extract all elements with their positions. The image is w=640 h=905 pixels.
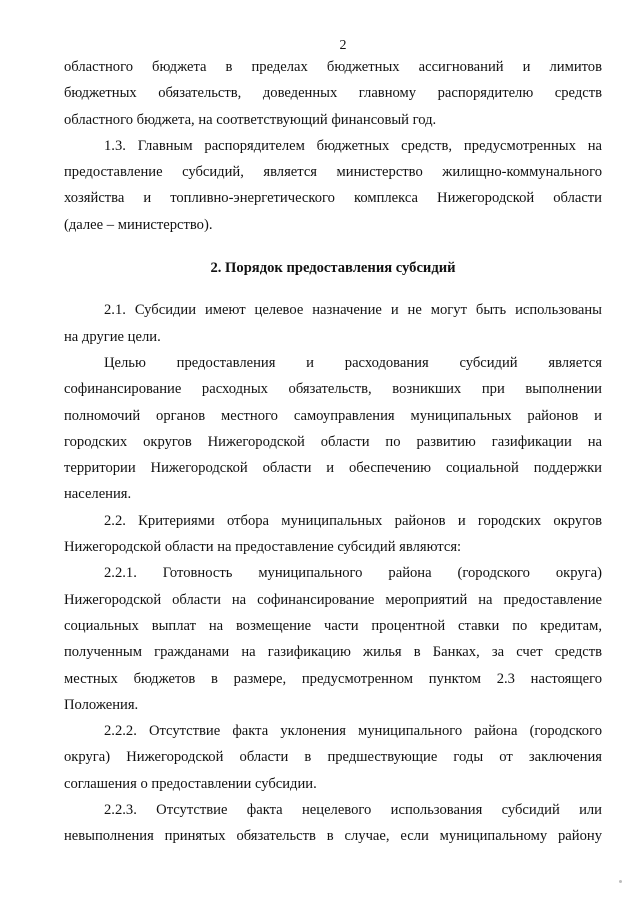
text-line: на другие цели. [64,328,161,345]
text-line: (далее – министерство). [64,216,213,233]
text-line: предоставление субсидий, является министерство жилищно-коммунального [64,164,602,181]
text-line: 2.2. Критериями отбора муниципальных районов и городских округов [104,512,602,529]
text-line: софинансирование расходных обязательств, возникших при выполнении [64,381,602,398]
text-line: невыполнения принятых обязательств в случае, если муниципальному району [64,828,602,845]
text-line: социальных выплат на возмещение части процентной ставки по кредитам, [64,617,602,634]
text-line: 1.3. Главным распорядителем бюджетных средств, предусмотренных на [104,137,602,154]
paragraph-1-2-continuation [64,54,602,133]
text-line: округа) Нижегородской области в предшествующие годы от заключения [64,749,602,766]
paragraph-purpose [64,350,602,508]
text-line: 2.2.1. Готовность муниципального района (городского округа) [104,565,602,582]
text-line: 2.1. Субсидии имеют целевое назначение и не могут быть использованы [104,302,602,319]
text-line: городских округов Нижегородской области по развитию газификации на [64,433,602,450]
text-line: соглашения о предоставлении субсидии. [64,775,317,792]
text-line: населения. [64,486,132,503]
text-line: хозяйства и топливно-энергетического комплекса Нижегородской области [64,190,602,207]
text-line: Нижегородской области на софинансирование мероприятий на предоставление [64,591,602,608]
text-line: бюджетных обязательств, доведенных главному распорядителю средств [64,85,602,102]
text-line: полученным гражданами на газификацию жилья в Банках, за счет средств [64,644,602,661]
text-line: Нижегородской области на предоставление субсидий являются: [64,539,462,556]
paragraph-2-2 [64,508,602,561]
text-line: областного бюджета, на соответствующий финансовый год. [64,111,437,128]
text-line: местных бюджетов в размере, предусмотренном пунктом 2.3 настоящего [64,670,602,687]
text-line: полномочий органов местного самоуправления муниципальных районов и [64,407,602,424]
text-line: территории Нижегородской области и обеспечению социальной поддержки [64,460,602,477]
paragraph-2-1 [64,297,602,350]
paragraph-2-2-2 [64,718,602,797]
scan-speck [619,880,622,883]
section-heading: 2. Порядок предоставления субсидий [210,260,456,277]
page-number: 2 [339,38,347,53]
paragraph-1-3 [64,133,602,238]
text-line: Положения. [64,696,139,713]
text-line: 2.2.2. Отсутствие факта уклонения муниципального района (городского [104,723,602,740]
paragraph-2-2-3 [64,797,602,850]
text-line: Целью предоставления и расходования субсидий является [104,354,602,371]
text-line: 2.2.3. Отсутствие факта нецелевого использования субсидий или [104,802,602,819]
paragraph-2-2-1 [64,560,602,718]
text-line: областного бюджета в пределах бюджетных ассигнований и лимитов [64,59,602,75]
